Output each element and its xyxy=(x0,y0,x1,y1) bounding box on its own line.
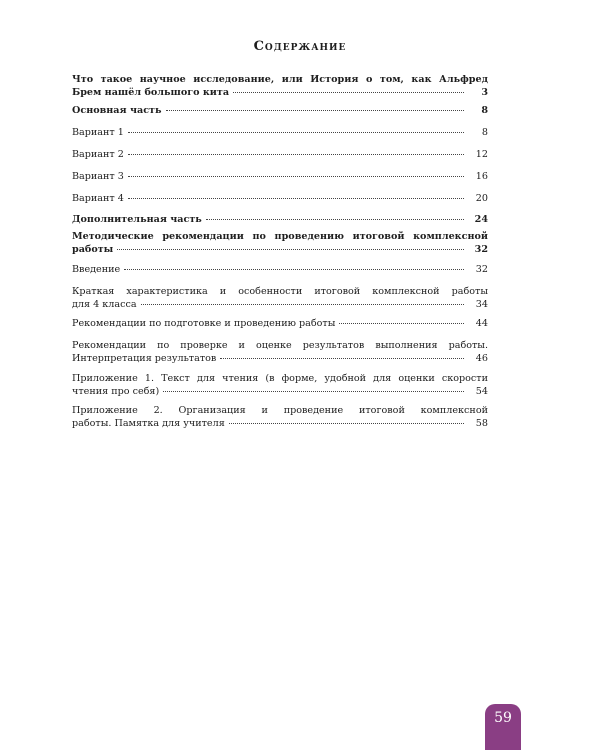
dot-leader xyxy=(339,323,464,324)
toc-entry-last-line xyxy=(72,299,488,312)
toc-entry-last-line xyxy=(72,149,488,162)
toc-entry-last-line xyxy=(72,171,488,184)
toc-entry-line: работы xyxy=(72,243,114,255)
toc-entry xyxy=(72,405,488,430)
toc-page-number: 3 xyxy=(481,86,488,98)
toc-entry xyxy=(72,214,488,227)
toc-entry-label xyxy=(72,340,488,353)
toc-entry xyxy=(72,127,488,140)
dot-leader xyxy=(117,249,464,250)
toc-entry-line: Рекомендации по подготовке и проведению работы xyxy=(72,318,336,329)
toc-entry-line: Приложение 1. Текст для чтения (в форме, удобной для оценки скорости xyxy=(72,373,488,384)
toc-entry-line: Интерпретация результатов xyxy=(72,352,217,364)
toc-entry-last-line xyxy=(72,244,488,257)
toc-page-number: 46 xyxy=(475,352,488,364)
dot-leader xyxy=(141,304,464,305)
toc-page-number: 54 xyxy=(475,385,488,397)
toc-entry-last-line xyxy=(72,353,488,366)
toc-entry-line: Рекомендации по проверке и оценке результатов выполнения работы. xyxy=(72,340,488,351)
toc-entry xyxy=(72,105,488,118)
toc-entry-line: работы. Памятка для учителя xyxy=(72,417,225,429)
toc-entry-last-line xyxy=(72,214,488,227)
toc-page-number: 58 xyxy=(475,417,488,429)
toc-entry-line: Приложение 2. Организация и проведение итоговой комплексной xyxy=(72,405,488,416)
toc-page-number: 44 xyxy=(475,318,488,329)
dot-leader xyxy=(128,154,464,155)
dot-leader xyxy=(220,358,464,359)
toc-entry xyxy=(72,149,488,162)
toc-entry xyxy=(72,318,488,331)
toc-entry-last-line xyxy=(72,264,488,277)
toc-entry-line: Вариант 4 xyxy=(72,193,124,204)
page-number-badge: 59 xyxy=(485,704,521,750)
toc-entry-line: Что такое научное исследование, или История о том, как Альфред xyxy=(72,74,488,85)
toc-entry xyxy=(72,286,488,311)
toc-entry-last-line xyxy=(72,127,488,140)
toc-entry-line: Дополнительная часть xyxy=(72,214,202,225)
dot-leader xyxy=(163,391,464,392)
toc-page-number: 20 xyxy=(475,193,488,204)
toc-entry xyxy=(72,264,488,277)
toc-entry-last-line xyxy=(72,105,488,118)
dot-leader xyxy=(128,132,464,133)
toc-entry-line: Методические рекомендации по проведению итоговой комплексной xyxy=(72,231,488,242)
toc-entry-line: Вариант 2 xyxy=(72,149,124,160)
toc-page-number: 34 xyxy=(475,298,488,310)
toc-entry xyxy=(72,171,488,184)
toc-entry-label xyxy=(72,373,488,386)
toc-entry-last-line xyxy=(72,318,488,331)
toc-entry-line: Брем нашёл большого кита xyxy=(72,86,230,98)
toc-page-number: 32 xyxy=(475,264,488,275)
toc-entry xyxy=(72,373,488,398)
toc-entry-line: Основная часть xyxy=(72,105,162,116)
toc-entry-label xyxy=(72,286,488,299)
toc-entry-line: Краткая характеристика и особенности итоговой комплексной работы xyxy=(72,286,488,297)
dot-leader xyxy=(233,92,464,93)
toc-entry xyxy=(72,231,488,256)
toc-entry-last-line xyxy=(72,418,488,431)
toc-entry xyxy=(72,74,488,99)
dot-leader xyxy=(124,269,464,270)
toc-page-number: 12 xyxy=(475,149,488,160)
toc-entry-last-line xyxy=(72,386,488,399)
toc-entry-label xyxy=(72,405,488,418)
toc-entry-line: Вариант 3 xyxy=(72,171,124,182)
toc-entry-line: чтения про себя) xyxy=(72,385,160,397)
toc-page-number: 24 xyxy=(474,214,488,225)
dot-leader xyxy=(206,219,464,220)
toc-entry-line: для 4 класса xyxy=(72,298,137,310)
page-title: Содержание xyxy=(253,39,347,54)
dot-leader xyxy=(166,110,465,111)
dot-leader xyxy=(229,423,464,424)
toc-entry-line: Вариант 1 xyxy=(72,127,124,138)
toc-entry-line: Введение xyxy=(72,264,121,275)
toc-page-number: 32 xyxy=(474,243,488,255)
toc-entry-last-line xyxy=(72,87,488,100)
dot-leader xyxy=(128,198,464,199)
toc-page-number: 8 xyxy=(481,127,488,138)
toc-entry xyxy=(72,193,488,206)
dot-leader xyxy=(128,176,464,177)
toc-entry-label xyxy=(72,231,488,244)
toc-page-number: 16 xyxy=(475,171,488,182)
toc-entry xyxy=(72,340,488,365)
toc-entry-last-line xyxy=(72,193,488,206)
toc-entry-label xyxy=(72,74,488,87)
toc-page-number: 8 xyxy=(481,105,488,116)
